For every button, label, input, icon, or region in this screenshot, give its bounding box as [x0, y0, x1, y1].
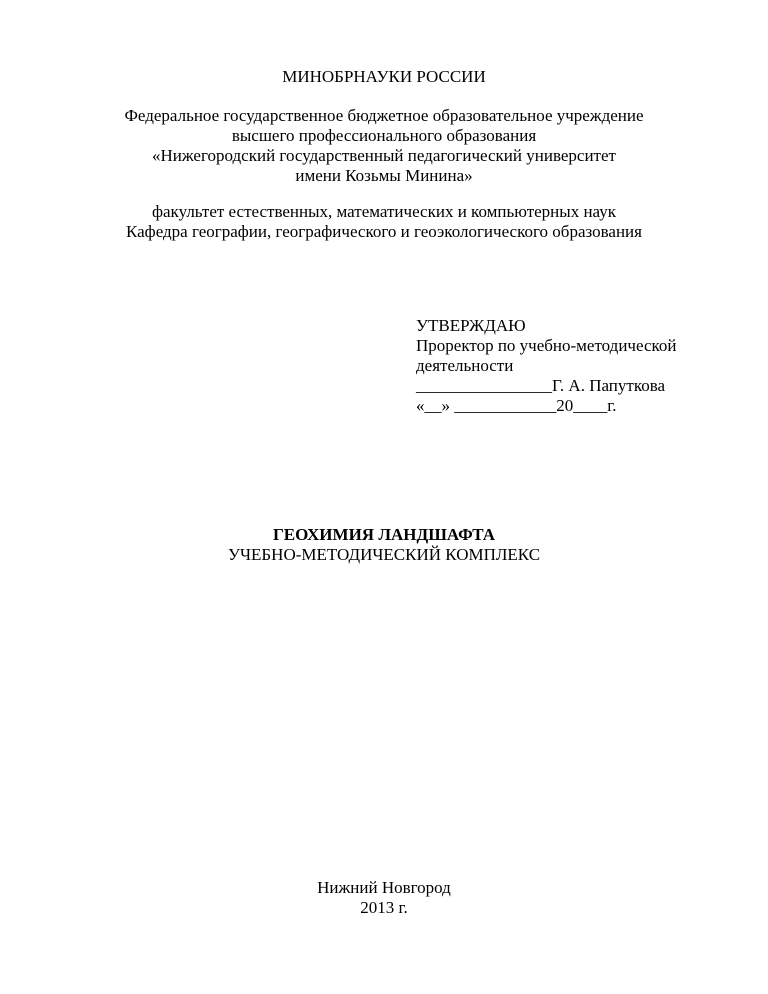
city-name: Нижний Новгород — [317, 878, 451, 897]
institution-line: имени Козьмы Минина» — [295, 166, 473, 185]
faculty-block — [0, 202, 768, 242]
year: 2013 г. — [360, 898, 408, 917]
signature-line: ________________Г. А. Папуткова — [416, 376, 666, 395]
document-subtitle: УЧЕБНО-МЕТОДИЧЕСКИЙ КОМПЛЕКС — [227, 545, 541, 564]
document-title: ГЕОХИМИЯ ЛАНДШАФТА — [272, 525, 496, 544]
footer-block — [0, 878, 768, 918]
institution-line: Федеральное государственное бюджетное образовательное учреждение — [124, 106, 644, 125]
ministry-heading — [0, 67, 768, 87]
approval-position: Проректор по учебно-методической — [416, 336, 677, 355]
institution-block — [0, 106, 768, 186]
approval-position: деятельности — [416, 356, 514, 375]
document-title-block — [0, 525, 768, 565]
approval-label: УТВЕРЖДАЮ — [416, 316, 526, 335]
ministry-name: МИНОБРНАУКИ РОССИИ — [282, 67, 486, 86]
institution-line: высшего профессионального образования — [231, 126, 537, 145]
date-line: «__» ____________20____г. — [416, 396, 617, 415]
institution-line: «Нижегородский государственный педагогический университет — [152, 146, 616, 165]
faculty-name: факультет естественных, математических и компьютерных наук — [151, 202, 616, 221]
department-name: Кафедра географии, географического и геоэкологического образования — [126, 222, 642, 241]
approval-block — [416, 316, 716, 416]
